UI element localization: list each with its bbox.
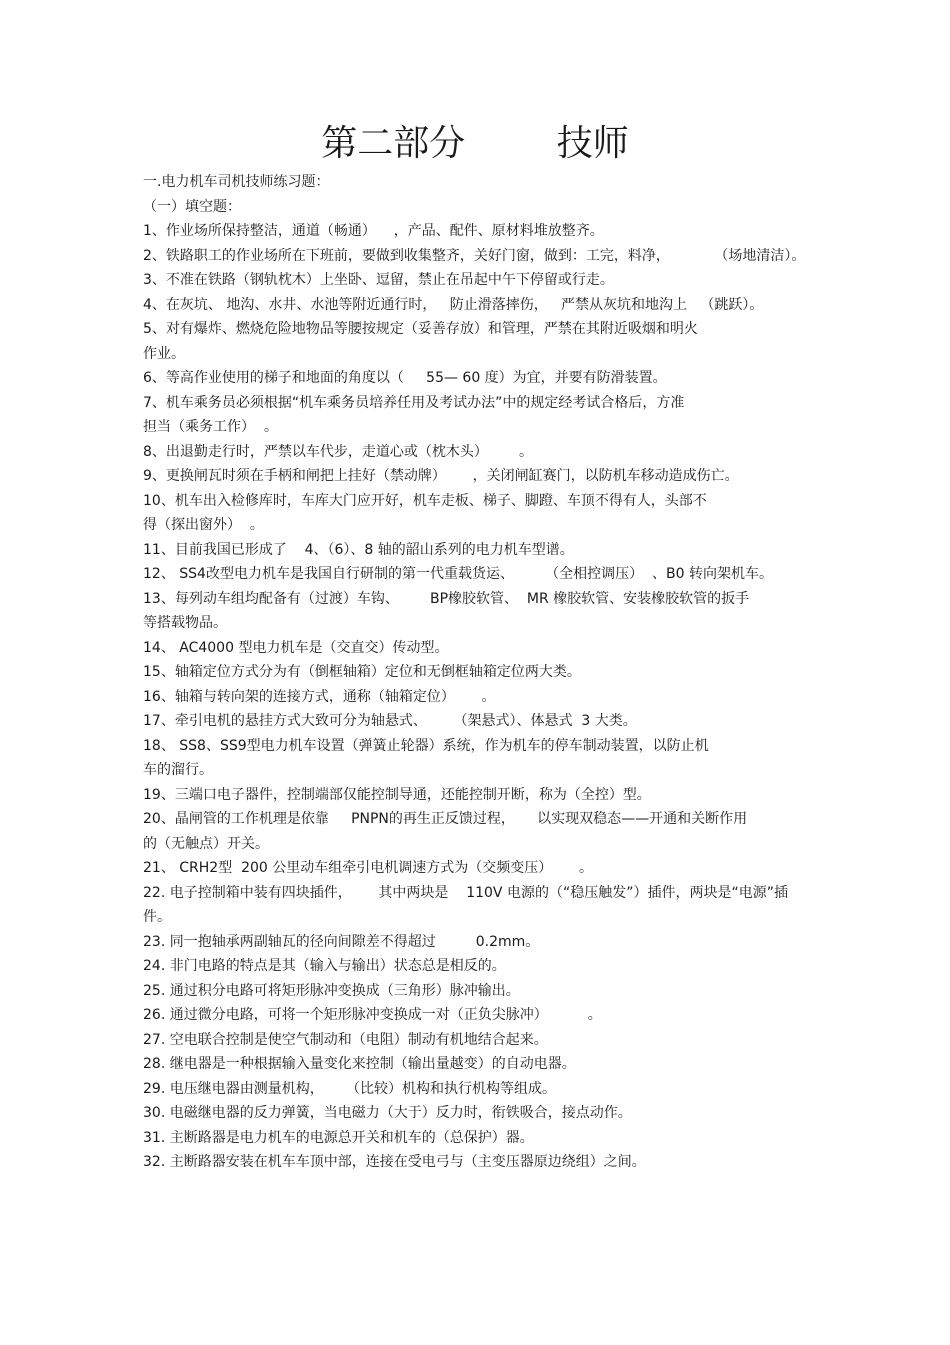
question-list [143, 170, 808, 1175]
question-line: 13、每列动车组均配备有（过渡）车钩、 BP橡胶软管、 MR 橡胶软管、安装橡胶软管的扳手 [143, 590, 750, 607]
question-line: 等搭载物品。 [143, 615, 227, 631]
question-line: 得（探出窗外） 。 [143, 517, 264, 533]
question-line: 4、在灰坑、 地沟、水井、水池等附近通行时， 防止滑落摔伤， 严禁从灰坑和地沟上 （跳跃）。 [143, 296, 764, 313]
question-line: 15、轴箱定位方式分为有（倒框轴箱）定位和无倒框轴箱定位两大类。 [143, 664, 581, 680]
question-line: 18、 SS8、SS9型电力机车设置（弹簧止轮器）系统，作为机车的停车制动装置，以防止机 [143, 737, 709, 754]
question-line: 3、不准在铁路（钢轨枕木）上坐卧、逗留，禁止在吊起中午下停留或行走。 [143, 272, 614, 288]
question-line: 25. 通过积分电路可将矩形脉冲变换成（三角形）脉冲输出。 [143, 982, 520, 999]
question-line: 17、牵引电机的悬挂方式大致可分为轴悬式、 （架悬式）、体悬式 3 大类。 [143, 713, 637, 729]
question-line: 10、机车出入检修库时，车库大门应开好，机车走板、梯子、脚蹬、车顶不得有人，头部不 [143, 492, 707, 509]
question-line: 车的溜行。 [143, 762, 213, 778]
question-line: 11、目前我国已形成了 4、（6）、8 轴的韶山系列的电力机车型谱。 [143, 541, 574, 558]
question-line: 32. 主断路器安装在机车车顶中部，连接在受电弓与（主变压器原边绕组）之间。 [143, 1154, 646, 1170]
question-line: 31. 主断路器是电力机车的电源总开关和机车的（总保护）器。 [143, 1129, 534, 1146]
section-heading: （一）填空题： [143, 198, 241, 215]
question-line: 担当（乘务工作） 。 [143, 419, 278, 435]
question-line: 24. 非门电路的特点是其（输入与输出）状态总是相反的。 [143, 958, 506, 974]
question-line: 19、三端口电子器件，控制端部仅能控制导通，还能控制开断，称为（全控）型。 [143, 786, 651, 803]
question-line: 22. 电子控制箱中装有四块插件， 其中两块是 110V 电源的（“稳压触发”）插件，两块是“电源”插件。 [143, 884, 788, 925]
question-line: 7、机车乘务员必须根据“机车乘务员培养任用及考试办法”中的规定经考试合格后，方准 [143, 394, 685, 411]
question-line: 21、 CRH2型 200 公里动车组牵引电机调速方式为（交频变压） 。 [143, 860, 593, 876]
question-line: 14、 AC4000 型电力机车是（交直交）传动型。 [143, 639, 449, 656]
question-line: 28. 继电器是一种根据输入量变化来控制（输出量越变）的自动电器。 [143, 1056, 576, 1072]
question-line: 作业。 [143, 345, 185, 362]
question-line: 12、 SS4改型电力机车是我国自行研制的第一代重载货运、 （全相控调压） 、B0 转向架机车。 [143, 566, 773, 582]
question-line: 8、出退勤走行时，严禁以车代步，走道心或（枕木头） 。 [143, 443, 534, 460]
question-line: 5、对有爆炸、燃烧危险地物品等腰按规定（妥善存放）和管理，严禁在其附近吸烟和明火 [143, 321, 698, 337]
question-line: 1、作业场所保持整洁，通道（畅通） ，产品、配件、原材料堆放整齐。 [143, 223, 604, 239]
question-line: 6、等高作业使用的梯子和地面的角度以（ 55— 60 度）为宜，并要有防滑装置。 [143, 370, 667, 386]
question-line: 23. 同一抱轴承两副轴瓦的径向间隙差不得超过 0.2mm。 [143, 933, 540, 950]
question-line: 2、铁路职工的作业场所在下班前，要做到收集整齐，关好门窗，做到：工完，料净， （场地清洁）。 [143, 247, 806, 264]
question-line: 的（无触点）开关。 [143, 835, 269, 852]
question-line: 20、晶闸管的工作机理是依靠 PNPN的再生正反馈过程， 以实现双稳态——开通和关断作用 [143, 811, 748, 827]
question-line: 29. 电压继电器由测量机构， （比较）机构和执行机构等组成。 [143, 1080, 556, 1097]
question-line: 9、更换闸瓦时须在手柄和闸把上挂好（禁动牌） ，关闭闸缸赛门，以防机车移动造成伤亡。 [143, 468, 739, 484]
question-line: 30. 电磁继电器的反力弹簧，当电磁力（大于）反力时，衔铁吸合，接点动作。 [143, 1105, 632, 1121]
question-line: 26. 通过微分电路，可将一个矩形脉冲变换成一对（正负尖脉冲） 。 [143, 1007, 602, 1023]
page-title: 第二部分 技师 [321, 123, 629, 164]
section-heading: 一.电力机车司机技师练习题： [143, 174, 330, 190]
question-line: 27. 空电联合控制是使空气制动和（电阻）制动有机地结合起来。 [143, 1031, 548, 1048]
question-line: 16、轴箱与转向架的连接方式，通称（轴箱定位） 。 [143, 688, 496, 705]
